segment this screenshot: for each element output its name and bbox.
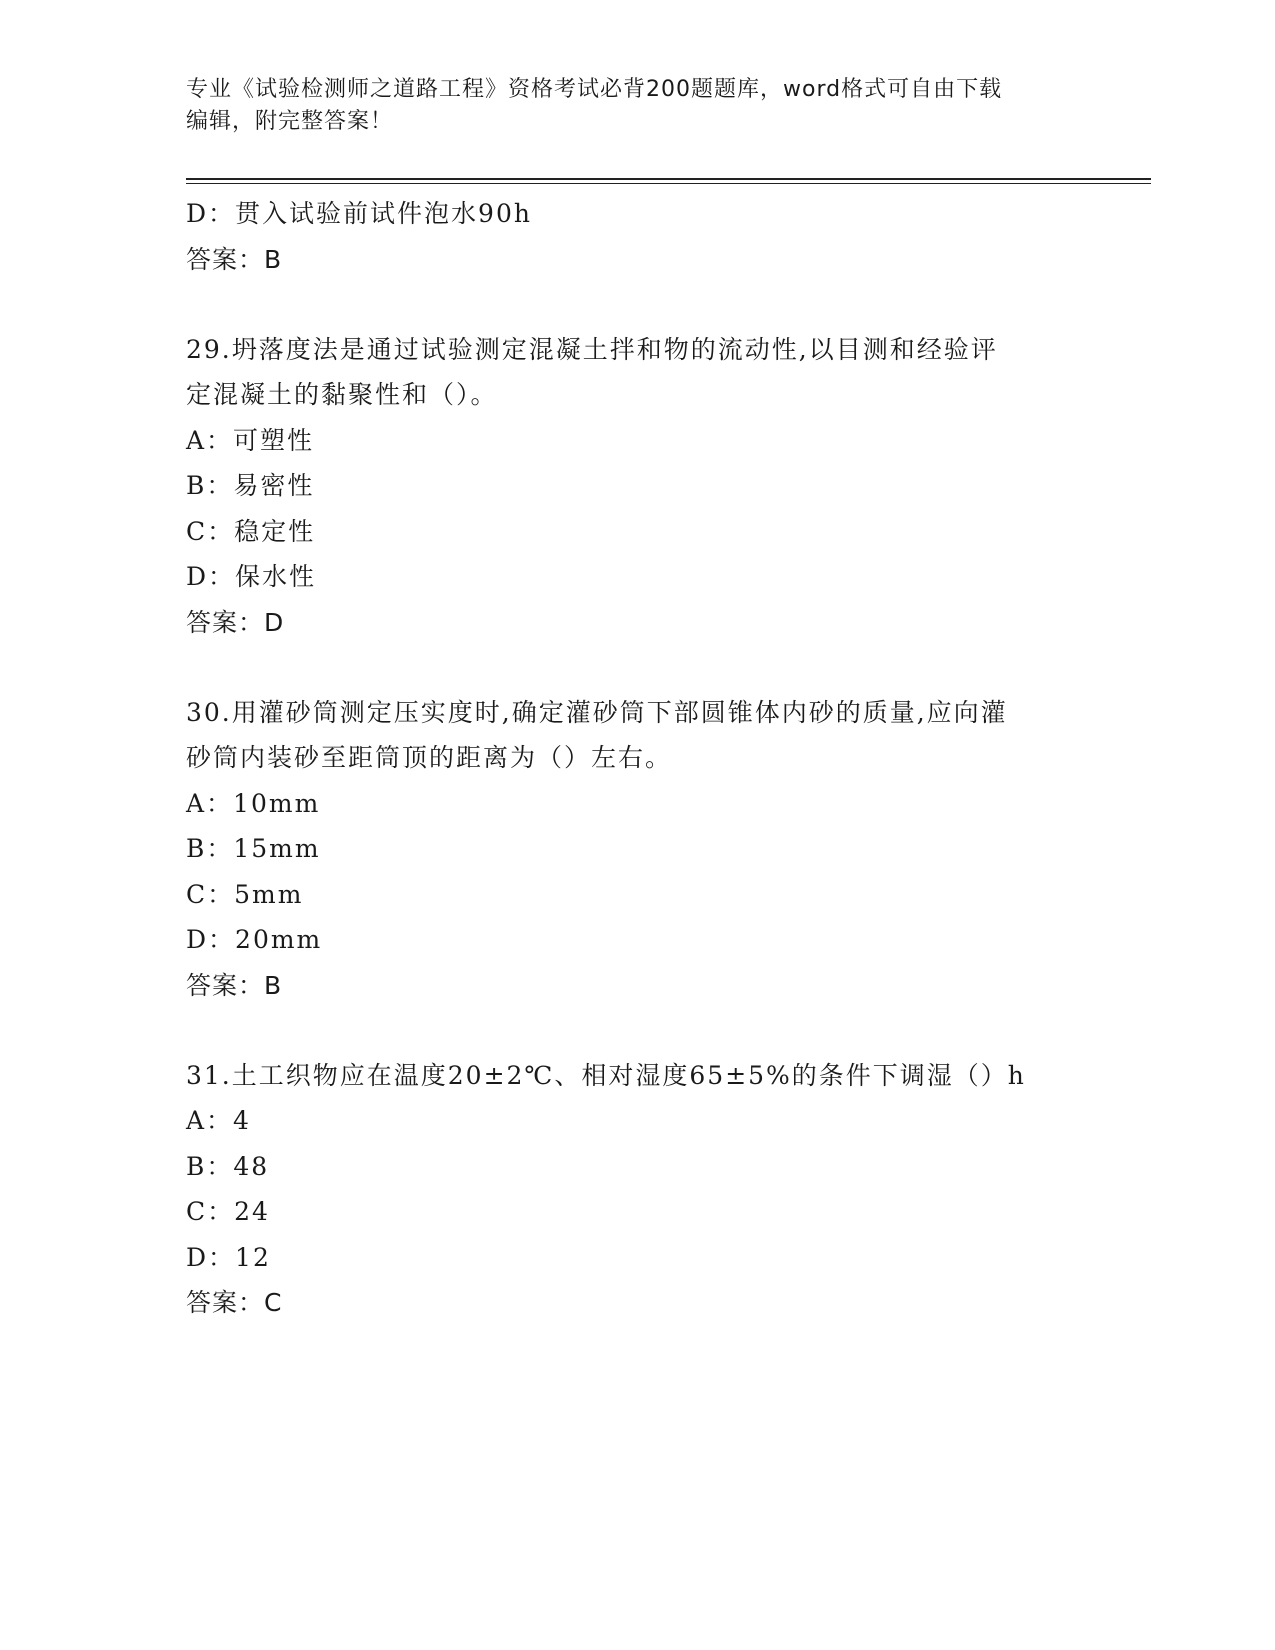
question-30 — [186, 690, 1086, 1009]
header-divider-thin — [186, 183, 1151, 184]
previous-question-tail — [186, 191, 1086, 283]
option-d: D：贯入试验前试件泡水90h — [186, 199, 532, 228]
option-c: C：5mm — [186, 879, 304, 909]
option-d: D：保水性 — [186, 562, 317, 591]
option-a: A：10mm — [186, 788, 321, 818]
option-c: C：24 — [186, 1197, 270, 1226]
option-b: B：15mm — [186, 834, 321, 863]
option-c: C：稳定性 — [186, 516, 316, 546]
document-header: 专业《试验检测师之道路工程》资格考试必背200题题库，word格式可自由下载 编辑，附完整答案！ — [186, 77, 1003, 134]
option-b: B：易密性 — [186, 471, 315, 500]
answer-line: 答案：D — [186, 607, 285, 637]
question-stem: 31.土工织物应在温度20±2℃、相对湿度65±5%的条件下调湿（）h — [186, 1060, 1026, 1090]
option-a: A：4 — [186, 1106, 251, 1135]
header-divider-thick — [186, 178, 1151, 180]
question-stem: 29.坍落度法是通过试验测定混凝土拌和物的流动性,以目测和经验评 定混凝土的黏聚性和（）。 — [186, 334, 998, 409]
question-31 — [186, 1053, 1086, 1327]
answer-line: 答案：B — [186, 244, 283, 274]
option-d: D：20mm — [186, 925, 323, 954]
option-d: D：12 — [186, 1242, 271, 1272]
question-list — [186, 191, 1086, 1326]
question-stem: 30.用灌砂筒测定压实度时,确定灌砂筒下部圆锥体内砂的质量,应向灌 砂筒内装砂至距筒顶的距离为（）左右。 — [186, 697, 1008, 772]
question-29 — [186, 327, 1086, 646]
answer-line: 答案：C — [186, 1288, 283, 1317]
option-a: A：可塑性 — [186, 425, 315, 455]
answer-line: 答案：B — [186, 970, 283, 1000]
option-b: B：48 — [186, 1151, 270, 1181]
